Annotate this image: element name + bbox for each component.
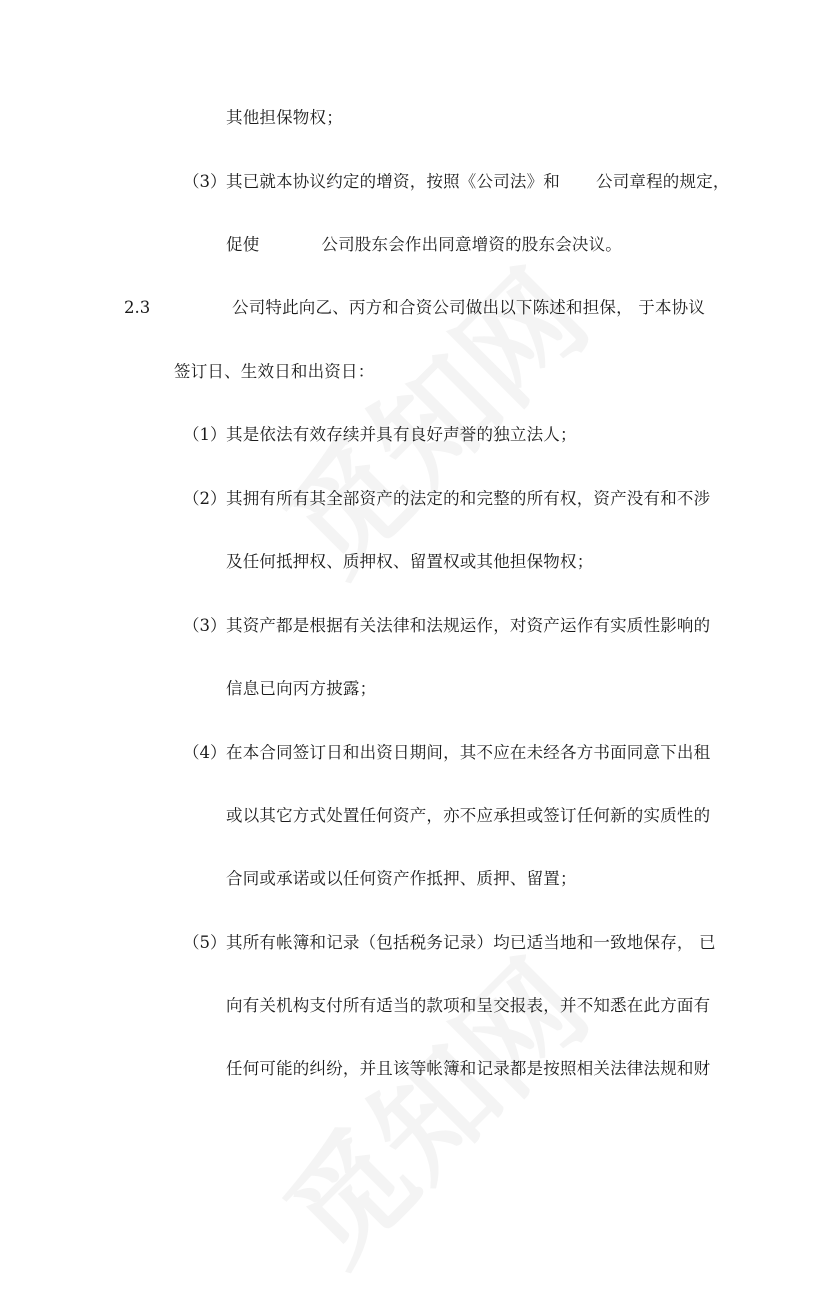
paragraph-line xyxy=(226,171,730,193)
paragraph-line: 其资产都是根据有关法律和法规运作，对资产运作有实质性影响的 xyxy=(226,616,711,635)
paragraph-line: 信息已向丙方披露； xyxy=(226,679,377,698)
paragraph-line: 其他担保物权； xyxy=(226,108,343,127)
paragraph-line: 及任何抵押权、质押权、留置权或其他担保物权； xyxy=(226,552,594,571)
item-number: （3） xyxy=(183,172,227,191)
item-number: （4） xyxy=(183,743,227,762)
paragraph-line: 合同或承诺或以任何资产作抵押、质押、留置； xyxy=(226,869,577,888)
item-number: （2） xyxy=(183,489,227,508)
item-number: （1） xyxy=(183,425,227,444)
watermark xyxy=(242,228,618,604)
watermark xyxy=(242,918,618,1294)
paragraph-line xyxy=(226,234,622,256)
item-number: （5） xyxy=(183,933,227,952)
paragraph-line: 向有关机构支付所有适当的款项和呈交报表，并不知悉在此方面有 xyxy=(226,996,711,1015)
text-segment: 促使 xyxy=(226,235,260,254)
paragraph-line: 其拥有所有其全部资产的法定的和完整的所有权，资产没有和不涉 xyxy=(226,489,711,508)
item-number: （3） xyxy=(183,616,227,635)
paragraph-line: 公司特此向乙、丙方和合资公司做出以下陈述和担保， 于本协议 xyxy=(232,298,706,317)
text-segment: 公司章程的规定， xyxy=(596,172,730,191)
section-number: 2.3 xyxy=(124,298,151,317)
paragraph-line: 任何可能的纠纷，并且该等帐簿和记录都是按照相关法律法规和财 xyxy=(226,1059,711,1078)
text-segment: 其已就本协议约定的增资，按照《公司法》和 xyxy=(226,172,560,191)
text-segment: 公司股东会作出同意增资的股东会决议。 xyxy=(321,235,623,254)
paragraph-line: 在本合同签订日和出资日期间，其不应在未经各方书面同意下出租 xyxy=(226,743,711,762)
paragraph-line: 其所有帐簿和记录（包括税务记录）均已适当地和一致地保存， 已 xyxy=(226,933,716,952)
paragraph-line: 签订日、生效日和出资日： xyxy=(174,362,375,381)
paragraph-line: 其是依法有效存续并具有良好声誉的独立法人； xyxy=(226,425,577,444)
paragraph-line: 或以其它方式处置任何资产，亦不应承担或签订任何新的实质性的 xyxy=(226,806,711,825)
